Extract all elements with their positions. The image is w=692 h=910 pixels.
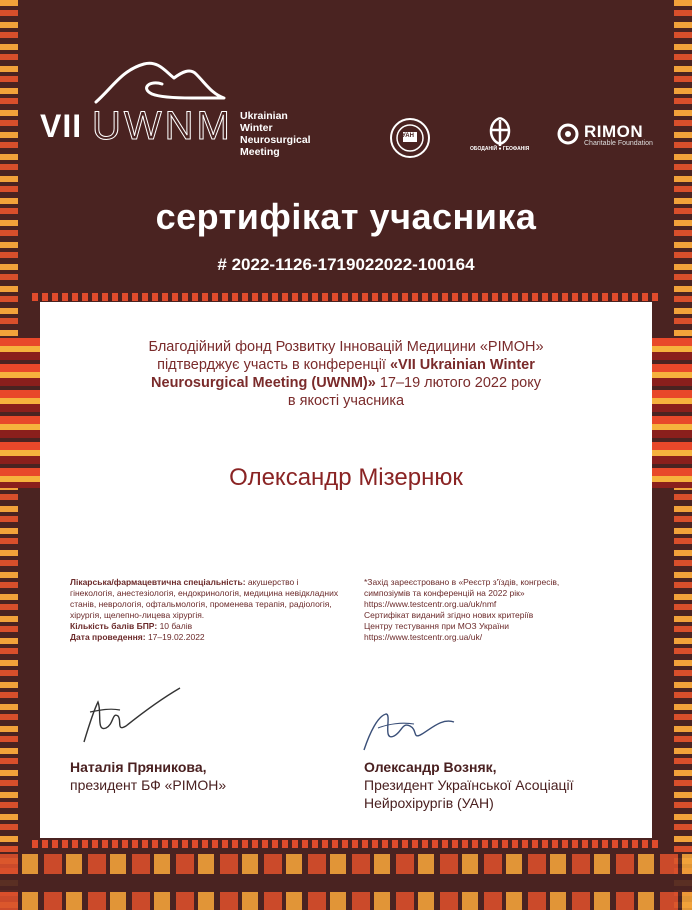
certificate-card bbox=[40, 302, 652, 838]
phoenix-foundation-logo: ОБОДАНІЙ ● ГЕОФАНІЯ bbox=[470, 116, 530, 160]
phoenix-foundation-icon bbox=[470, 116, 530, 148]
registry-notes: *Захід зареєстровано в «Реєстр з'їздів, конгресів, симпозіумів та конференцій на 2022 рік» https://www.testcentr.org.ua/uk/nmf Сертифікат виданий згідно нових критеріїв Центру тестування при МОЗ України https://www.testcentr.org.ua/uk/ bbox=[364, 577, 560, 642]
rimon-ring-icon bbox=[556, 122, 580, 146]
signer-right: Олександр Возняк, Президент Української Асоціації Нейрохірургів (УАН) bbox=[364, 759, 574, 811]
participant-name: Олександр Мізернюк bbox=[229, 464, 463, 491]
signature-right-icon bbox=[358, 702, 468, 762]
mountain-logo-icon bbox=[92, 58, 232, 106]
top-dashed-border bbox=[32, 293, 660, 301]
rimon-logo: RIMON Charitable Foundation bbox=[556, 120, 656, 150]
certificate-title: сертифікат учасника bbox=[155, 196, 537, 237]
details-block: Лікарська/фармацевтична спеціальність: акушерство і гінекологія, анестезіологія, ендокринологія, медицина невідкладних станів, неврологія, офтальмологія, променева терапія, радіологія, хірургія, щелепно-лицева хірургія. Кількість балів БПР: 10 балів Дата проведення: 17–19.02.2022 bbox=[70, 577, 339, 642]
logo-subtitle: Ukrainian Winter Neurosurgical Meeting bbox=[240, 110, 311, 158]
bottom-dashed-border bbox=[32, 840, 660, 848]
logo-acronym: UWNM bbox=[92, 104, 233, 148]
bottom-ornament-border bbox=[0, 854, 692, 910]
logo-numeral: VII bbox=[40, 108, 83, 144]
signature-left-icon bbox=[76, 682, 186, 752]
association-seal-logo: УАН bbox=[387, 116, 433, 160]
certificate-number: # 2022-1126-1719022022-100164 bbox=[217, 255, 475, 274]
signer-left: Наталія Пряникова, президент БФ «РІМОН» bbox=[70, 759, 227, 793]
intro-text: Благодійний фонд Розвитку Інновацій Медицини «РІМОН» підтверджує участь в конференції «VII Ukrainian Winter Neurosurgical Meeting (UWNM)» 17–19 лютого 2022 року в якості учасника bbox=[148, 339, 544, 409]
uwnm-logo bbox=[40, 58, 330, 158]
